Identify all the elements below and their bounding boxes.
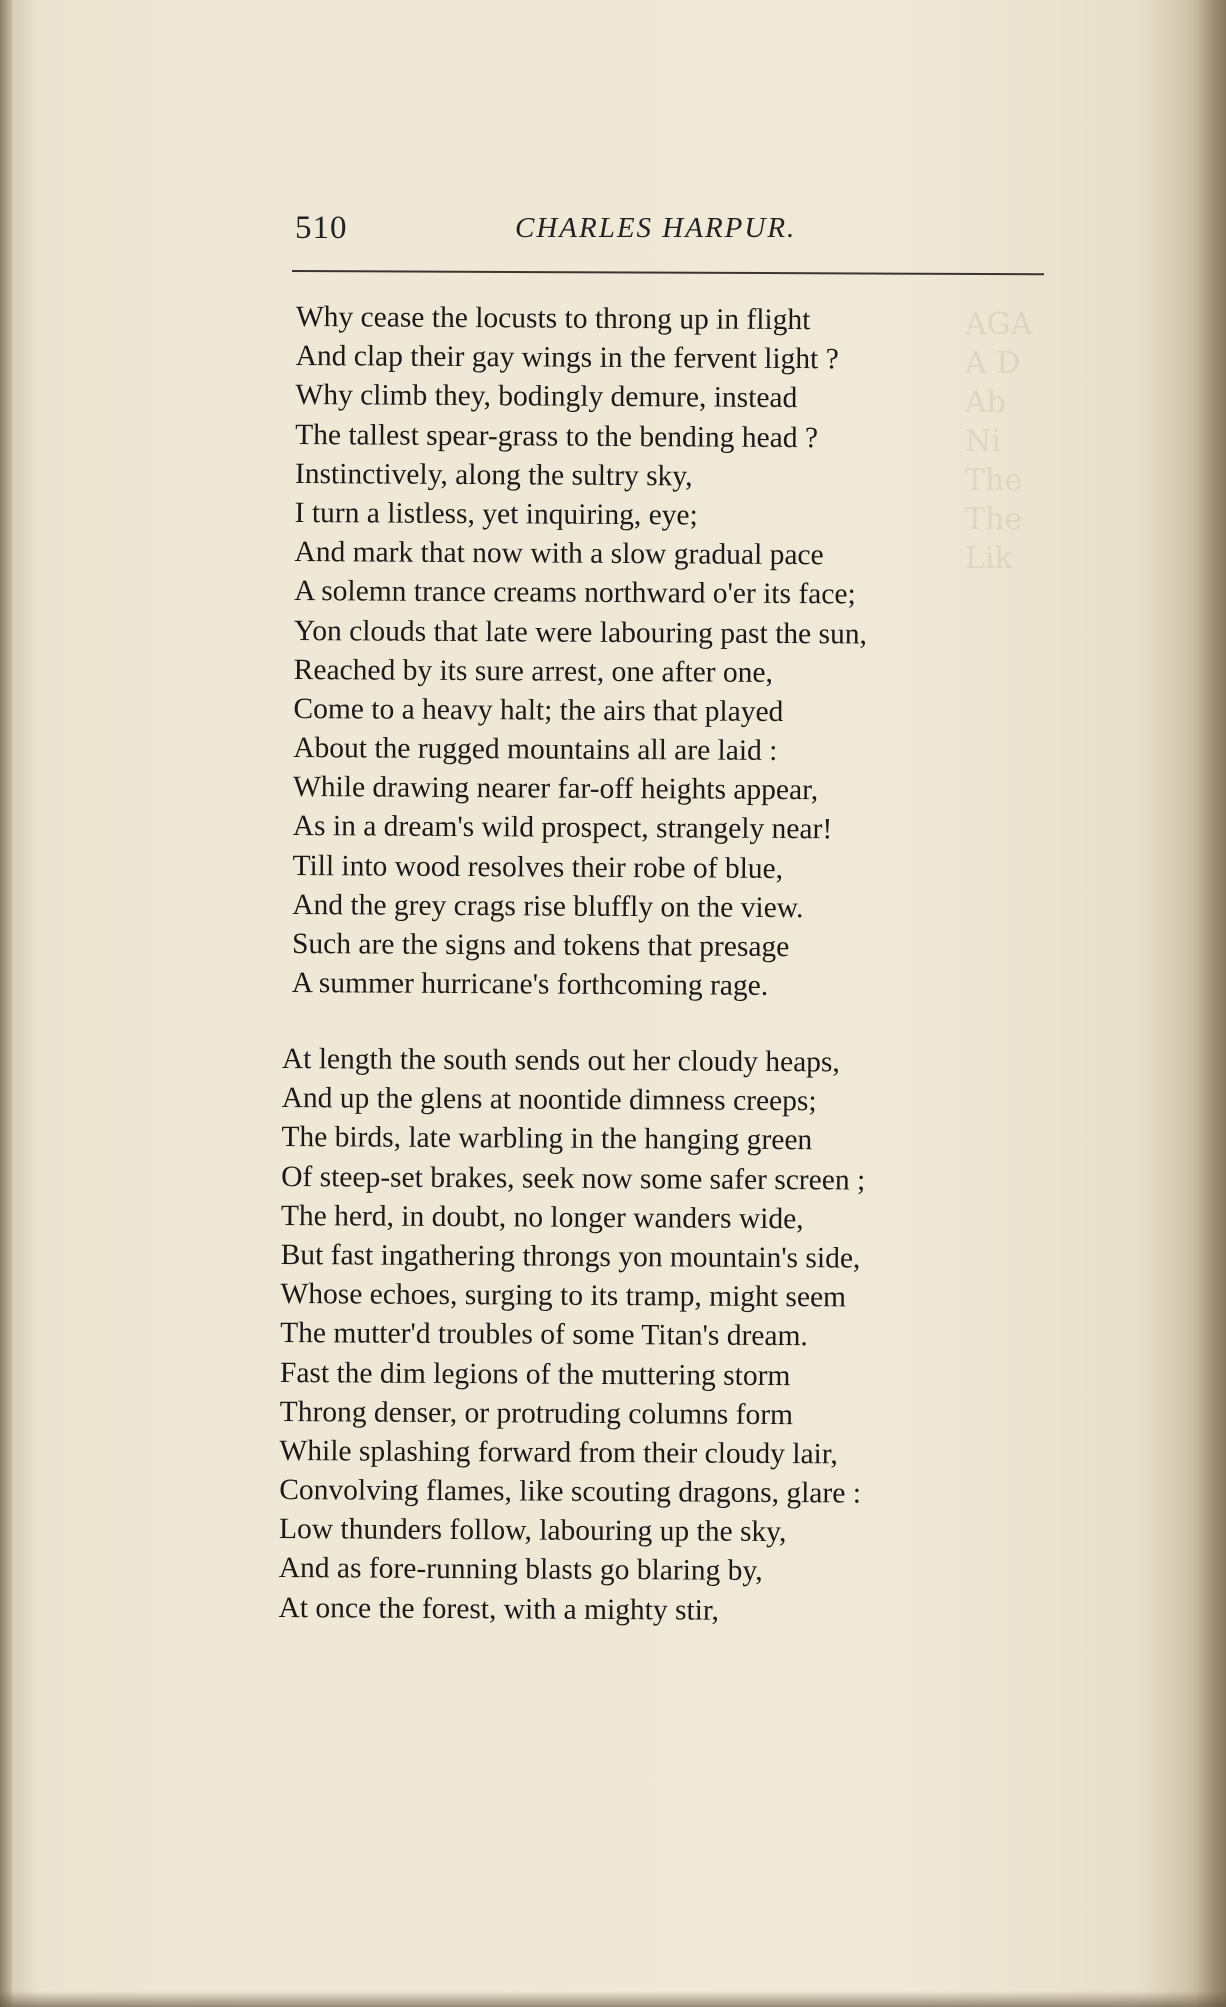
poem-line: Reached by its sure arrest, one after one, — [293, 653, 774, 689]
poem-line: And clap their gay wings in the fervent light ? — [295, 340, 839, 376]
poem-line: The birds, late warbling in the hanging green — [281, 1121, 813, 1157]
poem-line: While splashing forward from their cloudy lair, — [279, 1434, 838, 1471]
poem-line: At length the south sends out her cloudy heaps, — [281, 1043, 840, 1079]
poem-line: Instinctively, along the sultry sky, — [294, 457, 693, 493]
poem-line: And the grey crags rise bluffly on the view. — [292, 888, 804, 924]
page-gutter-edge — [0, 0, 12, 2007]
poem-stanza — [278, 1040, 866, 1631]
poem-line: While drawing nearer far-off heights appear, — [292, 771, 819, 807]
poem-line: The herd, in doubt, no longer wanders wide, — [280, 1199, 804, 1235]
page-bottom-edge — [0, 1991, 1226, 2007]
poem-line: Such are the signs and tokens that presage — [291, 927, 790, 964]
poem-line: At once the forest, with a mighty stir, — [278, 1591, 720, 1627]
bleed-through-text: AGA A D Ab Ni The The Lik — [965, 307, 1033, 576]
poem-line: The tallest spear-grass to the bending head ? — [295, 418, 819, 454]
poem-line: Fast the dim legions of the muttering storm — [279, 1356, 791, 1392]
poem-line: And up the glens at noontide dimness creeps; — [281, 1082, 817, 1118]
poem-line: Till into wood resolves their robe of blue, — [292, 849, 784, 885]
poem-line: Throng denser, or protruding columns form — [279, 1395, 794, 1431]
poem-line: Low thunders follow, labouring up the sky, — [278, 1513, 787, 1549]
header-rule — [292, 270, 1044, 275]
poem-line: But fast ingathering throngs yon mountain's side, — [280, 1238, 861, 1275]
poem-line: Why climb they, bodingly demure, instead — [295, 379, 798, 415]
poem-line: A solemn trance creams northward o'er its face; — [294, 575, 856, 611]
poem-line: Yon clouds that late were labouring past the sun, — [293, 614, 868, 650]
page-number: 510 — [295, 210, 348, 246]
page-header — [295, 210, 1055, 250]
running-head: CHARLES HARPUR. — [515, 212, 797, 244]
poem-line: Why cease the locusts to throng up in flight — [295, 300, 811, 337]
poem-line: A summer hurricane's forthcoming rage. — [291, 967, 769, 1003]
poem-stanza — [292, 298, 869, 1007]
poem-line: The mutter'd troubles of some Titan's dream. — [280, 1317, 808, 1353]
page-curl-shadow — [1196, 0, 1226, 2007]
poem-line: Of steep-set brakes, seek now some safer screen ; — [281, 1160, 866, 1197]
poem-line: As in a dream's wild prospect, strangely near! — [292, 810, 833, 846]
poem-line: About the rugged mountains all are laid : — [293, 732, 778, 768]
poem-line: And as fore-running blasts go blaring by, — [278, 1552, 763, 1588]
poem-line: And mark that now with a slow gradual pace — [294, 536, 824, 572]
poem-line: I turn a listless, yet inquiring, eye; — [294, 496, 698, 532]
poem-line: Come to a heavy halt; the airs that played — [293, 692, 784, 728]
poem-line: Whose echoes, surging to its tramp, might seem — [280, 1278, 847, 1314]
poem-line: Convolving flames, like scouting dragons, glare : — [279, 1474, 862, 1510]
